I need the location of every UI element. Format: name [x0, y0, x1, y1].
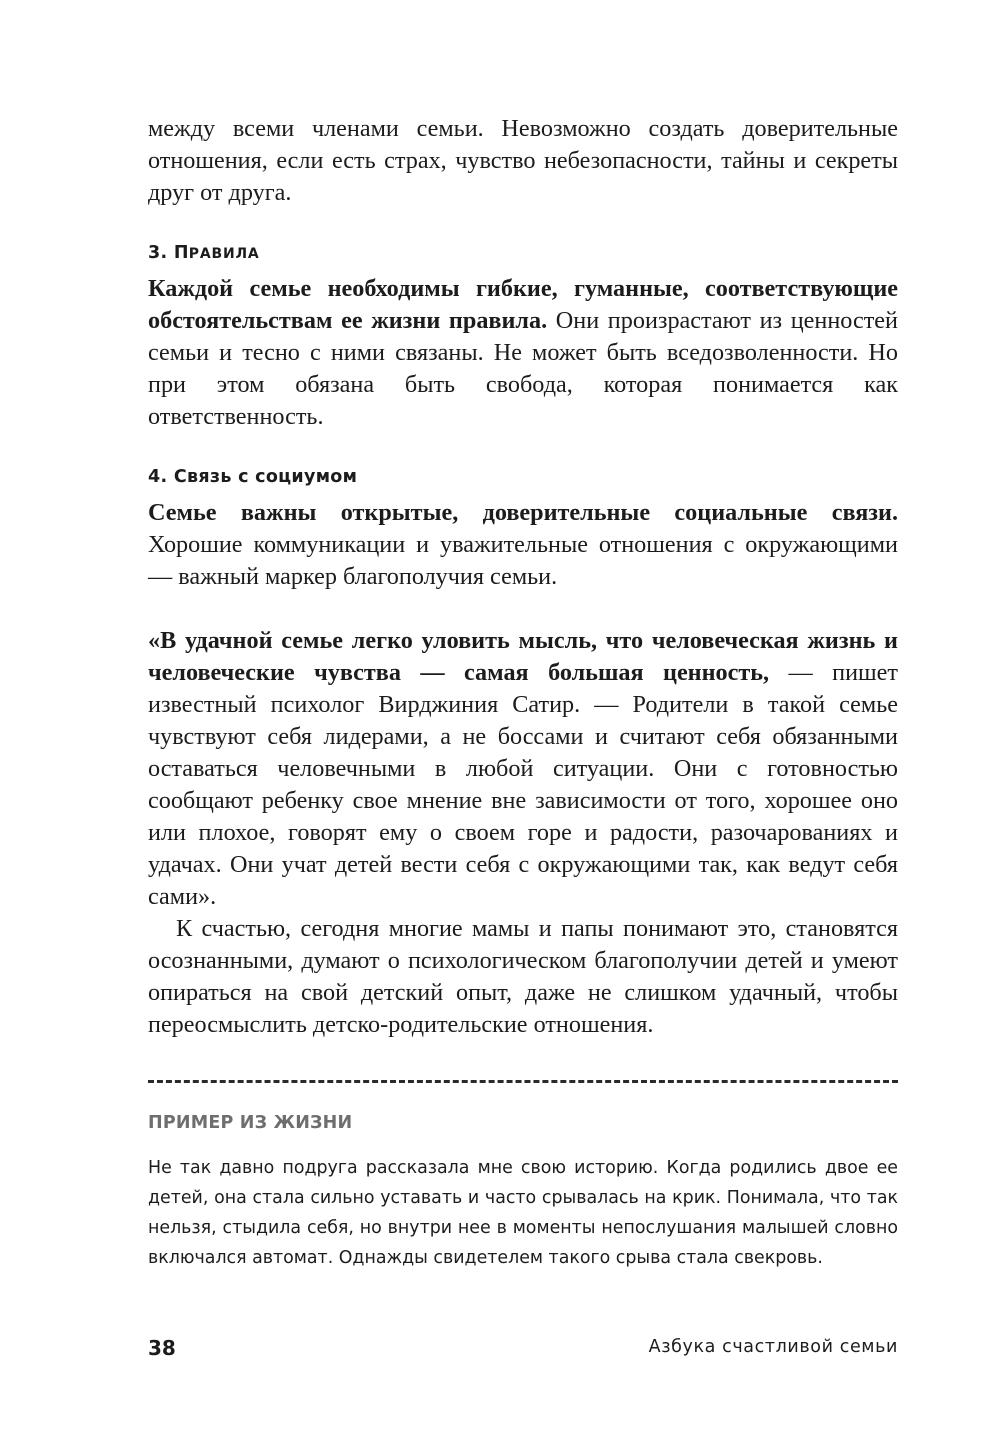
section-3-heading [148, 241, 898, 266]
section-3-paragraph [148, 273, 898, 433]
section-3-heading-wrap [148, 241, 898, 266]
quote-bold-lead: «В удачной семье легко уловить мысль, что человеческая жизнь и человеческие чувства — самая большая ценность, [148, 627, 898, 686]
closing-paragraph: К счастью, сегодня многие мамы и папы понимают это, становятся осознанными, думают о психологическом благополучии детей и умеют опираться на свой детский опыт, даже не слишком удачный, чтобы переосмыслить детско-родительские отношения. [148, 915, 898, 1038]
intro-paragraph: между всеми членами семьи. Невозможно создать доверительные отношения, если есть страх, чувство небезопасности, тайны и секреты друг от друга. [148, 115, 898, 206]
section-4-paragraph [148, 497, 898, 593]
example-heading: ПРИМЕР ИЗ ЖИЗНИ [148, 1113, 353, 1133]
satir-quote-paragraph [148, 625, 898, 913]
section-3-number: 3. [148, 243, 168, 263]
example-text: Не так давно подруга рассказала мне свою историю. Когда родились двое ее детей, она стала сильно уставать и часто срывалась на крик. Понимала, что так нельзя, стыдила себя, но внутри нее в моменты непослушания малышей словно включался автомат. Однажды свидетелем такого срыва стала свекровь. [148, 1158, 898, 1268]
section-4-heading-wrap [148, 465, 898, 489]
section-3-title-initial: П [173, 243, 189, 263]
running-title: Азбука счастливой семьи [648, 1337, 898, 1357]
quote-text: — пишет известный психолог Вирджиния Сатир. — Родители в такой семье чувствуют себя лидерами, а не боссами и считают себя обязанными оставаться человечными в любой ситуации. Они с готовностью сообщают ребенку свое мнение вне зависимости от того, хорошее оно или плохое, говорят ему о своем горе и радости, разочарованиях и удачах. Они учат детей вести себя с окружающими так, как ведут себя сами». [148, 659, 898, 910]
section-4-text: Хорошие коммуникации и уважительные отношения с окружающими — важный маркер благополучия семьи. [148, 531, 898, 590]
section-3-bold-lead: Каждой семье необходимы гибкие, гуманные, соответствующие обстоятельствам ее жизни правила. [148, 275, 898, 334]
page-number: 38 [148, 1336, 176, 1360]
section-4-bold-lead: Семье важны открытые, доверительные социальные связи. [148, 499, 898, 526]
section-4-heading: 4. Связь с социумом [148, 467, 358, 487]
dashed-divider [148, 1080, 898, 1083]
section-3-title-rest: РАВИЛА [188, 246, 260, 262]
section-3-text: Они произрастают из ценностей семьи и тесно с ними связаны. Не может быть вседозволенности. Но при этом обязана быть свобода, которая понимается как ответственность. [148, 307, 898, 430]
